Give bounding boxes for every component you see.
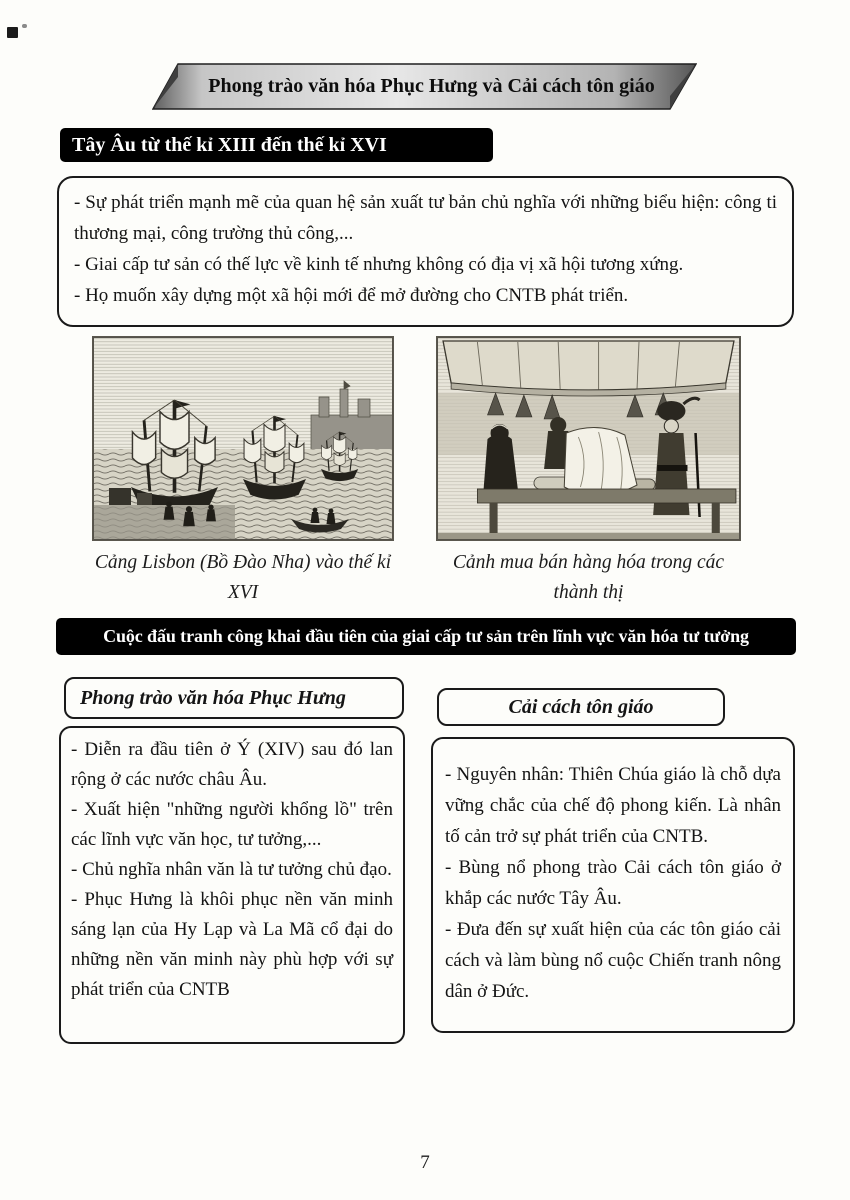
column-box-renaissance (59, 726, 405, 1044)
section2-header-text: Cuộc đấu tranh công khai đầu tiên của giai cấp tư sản trên lĩnh vực văn hóa tư tưởng (103, 626, 749, 646)
page-number: 7 (420, 1152, 430, 1173)
column-title-text: Cải cách tôn giáo (508, 695, 654, 718)
column-bullet: - Diễn ra đầu tiên ở Ý (XIV) sau đó lan rộng ở các nước châu Âu. (71, 739, 393, 790)
figure-caption-market: Cảnh mua bán hàng hóa trong các thành thị (452, 552, 725, 603)
figure-caption-lisbon: Cảng Lisbon (Bồ Đào Nha) vào thế kỉ XVI (94, 552, 392, 603)
section1-box (57, 176, 794, 327)
column-bullet: - Bùng nổ phong trào Cải cách tôn giáo ở khắp các nước Tây Âu. (445, 857, 781, 909)
page-title: Phong trào văn hóa Phục Hưng và Cải cách tôn giáo (208, 75, 655, 97)
column-bullet: - Chủ nghĩa nhân văn là tư tưởng chủ đạo. (71, 859, 392, 880)
lisbon-port-image (93, 337, 393, 540)
column-title-renaissance (64, 677, 404, 719)
column-title-reformation (437, 688, 725, 726)
section1-header (60, 128, 493, 162)
section1-bullet: - Sự phát triển mạnh mẽ của quan hệ sản xuất tư bản chủ nghĩa với những biểu hiện: công ti thương mại, công trường thủ công,... (74, 192, 777, 244)
column-bullet: - Phục Hưng là khôi phục nền văn minh sáng lạn của Hy Lạp và La Mã cổ đại do những nền văn minh này phù hợp với sự phát triển của CNTB (71, 889, 393, 1000)
column-bullet: - Nguyên nhân: Thiên Chúa giáo là chỗ dựa vững chắc của chế độ phong kiến. Là nhân tố cản trở sự phát triển của CNTB. (445, 764, 781, 847)
column-title-text: Phong trào văn hóa Phục Hưng (80, 686, 346, 709)
section2-header (56, 618, 796, 655)
scan-artifact (7, 27, 18, 38)
market-scene-image (437, 337, 740, 540)
section1-bullet: - Họ muốn xây dựng một xã hội mới để mở đường cho CNTB phát triển. (74, 285, 629, 306)
section1-bullet: - Giai cấp tư sản có thế lực về kinh tế nhưng không có địa vị xã hội tương xứng. (74, 254, 684, 275)
section1-header-text: Tây Âu từ thế kỉ XIII đến thế kỉ XVI (72, 133, 387, 156)
title-banner (152, 63, 697, 110)
column-box-reformation (431, 737, 795, 1033)
column-bullet: - Đưa đến sự xuất hiện của các tôn giáo cải cách và làm bùng nổ cuộc Chiến tranh nông dân ở Đức. (445, 919, 781, 1002)
column-bullet: - Xuất hiện "những người khổng lồ" trên các lĩnh vực văn học, tư tưởng,... (71, 799, 393, 850)
figure-lisbon-port (93, 337, 393, 608)
figure-market-scene (437, 337, 740, 608)
scan-artifact-smudge (22, 24, 27, 28)
